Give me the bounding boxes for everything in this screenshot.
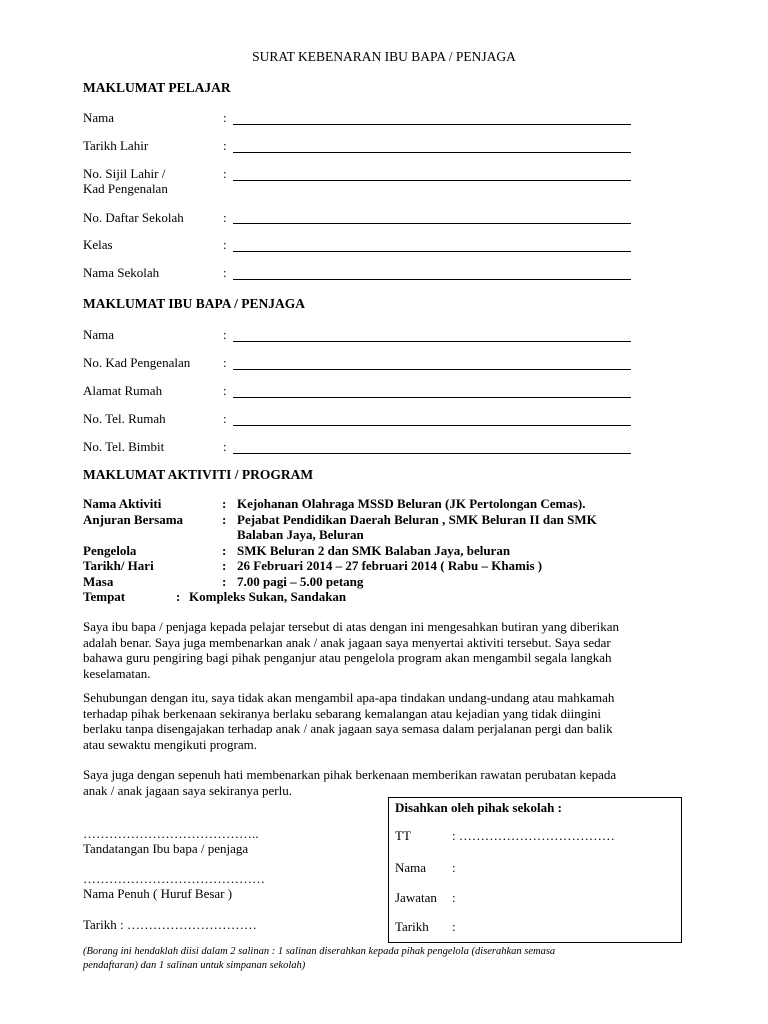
student-school-label: Nama Sekolah (83, 265, 160, 280)
parent-mobile-label: No. Tel. Bimbit (83, 439, 165, 454)
student-school-line[interactable] (233, 279, 631, 280)
colon: : (223, 237, 227, 252)
student-name-label: Nama (83, 110, 115, 125)
student-regno-label: No. Daftar Sekolah (83, 210, 184, 225)
parent-mobile-line[interactable] (233, 453, 631, 454)
colon: : (222, 512, 227, 527)
student-cert-label: No. Sijil Lahir / (83, 166, 166, 181)
student-dob-label: Tarikh Lahir (83, 138, 149, 153)
school-date-label: Tarikh (395, 919, 429, 934)
activity-name-label: Nama Aktiviti (83, 496, 162, 511)
parent-section-heading: MAKLUMAT IBU BAPA / PENJAGA (83, 296, 306, 311)
activity-venue-label: Tempat (83, 589, 126, 604)
colon: : (223, 110, 227, 125)
colon: : (223, 138, 227, 153)
colon: : (222, 496, 227, 511)
activity-date-value: 26 Februari 2014 – 27 februari 2014 ( Rabu – Khamis ) (237, 558, 543, 573)
liability-paragraph: Sehubungan dengan itu, saya tidak akan mengambil apa-apa tindakan undang-undang atau mahkamah terhadap pihak berkenaan sekiranya berlaku sebarang kemalangan atau kejadian yang tidak diingini berlaku tanpa disengajakan terhadap anak / anak jagaan saya semasa dalam perjalanan pergi dan balik atau sewaktu mengikuti program. (83, 690, 615, 752)
footnote-line-2: pendaftaran) dan 1 salinan untuk simpanan sekolah) (83, 960, 306, 971)
colon: : (223, 327, 227, 342)
student-class-line[interactable] (233, 251, 631, 252)
activity-time-label: Masa (83, 574, 114, 589)
parent-name-label: Nama (83, 327, 115, 342)
medical-consent-paragraph: Saya juga dengan sepenuh hati membenarkan pihak berkenaan memberikan rawatan perubatan kepada anak / anak jagaan saya sekiranya perlu. (83, 767, 617, 798)
student-cert-line[interactable] (233, 180, 631, 181)
student-class-label: Kelas (83, 237, 113, 252)
school-position-label: Jawatan (395, 890, 437, 905)
activity-manager-value: SMK Beluran 2 dan SMK Balaban Jaya, beluran (237, 543, 511, 558)
colon: : (223, 439, 227, 454)
school-name-label: Nama (395, 860, 427, 875)
parent-address-line[interactable] (233, 397, 631, 398)
student-cert-label-2: Kad Pengenalan (83, 181, 168, 196)
colon: : (222, 558, 227, 573)
school-verification-box (388, 797, 682, 943)
student-dob-line[interactable] (233, 152, 631, 153)
consent-paragraph-1: Saya ibu bapa / penjaga kepada pelajar tersebut di atas dengan ini mengesahkan butiran yang diberikan adalah benar. Saya juga membenarkan anak / anak jagaan saya menyertai aktiviti tersebut. Saya sedar bahawa guru pengiring bagi pihak penganjur atau pengelola program akan mengambil segala langkah keselamatan. (83, 619, 620, 681)
parent-ic-line[interactable] (233, 369, 631, 370)
school-sign-field[interactable]: : ……………………………… (452, 828, 615, 843)
school-sign-label: TT (395, 828, 411, 843)
colon: : (222, 574, 227, 589)
colon: : (222, 543, 227, 558)
colon: : (223, 210, 227, 225)
activity-date-label: Tarikh/ Hari (83, 558, 154, 573)
fullname-label: Nama Penuh ( Huruf Besar ) (83, 886, 233, 901)
activity-organiser-value-2: Balaban Jaya, Beluran (237, 527, 364, 542)
school-name-field[interactable]: : (452, 860, 456, 875)
activity-venue-value: Kompleks Sukan, Sandakan (189, 589, 347, 604)
student-name-line[interactable] (233, 124, 631, 125)
activity-manager-label: Pengelola (83, 543, 137, 558)
parent-ic-label: No. Kad Pengenalan (83, 355, 191, 370)
student-section-heading: MAKLUMAT PELAJAR (83, 80, 231, 95)
colon: : (176, 589, 181, 604)
signature-dots[interactable]: ………………………………….. (83, 826, 259, 841)
activity-time-value: 7.00 pagi – 5.00 petang (237, 574, 364, 589)
parent-date-field[interactable]: Tarikh : ………………………… (83, 917, 257, 932)
parent-address-label: Alamat Rumah (83, 383, 163, 398)
colon: : (223, 166, 227, 181)
activity-name-value: Kejohanan Olahraga MSSD Beluran (JK Pertolongan Cemas). (237, 496, 586, 511)
fullname-dots[interactable]: …………………………………… (83, 871, 265, 886)
form-title: SURAT KEBENARAN IBU BAPA / PENJAGA (252, 49, 516, 64)
parent-homephone-label: No. Tel. Rumah (83, 411, 166, 426)
colon: : (223, 383, 227, 398)
school-position-field[interactable]: : (452, 890, 456, 905)
footnote-line-1: (Borang ini hendaklah diisi dalam 2 salinan : 1 salinan diserahkan kepada pihak pengelola (diserahkan semasa (83, 946, 556, 957)
parent-name-line[interactable] (233, 341, 631, 342)
activity-organiser-label: Anjuran Bersama (83, 512, 184, 527)
parent-homephone-line[interactable] (233, 425, 631, 426)
school-box-heading: Disahkan oleh pihak sekolah : (395, 800, 562, 815)
colon: : (223, 265, 227, 280)
activity-organiser-value: Pejabat Pendidikan Daerah Beluran , SMK Beluran II dan SMK (237, 512, 597, 527)
student-regno-line[interactable] (233, 223, 631, 224)
colon: : (223, 411, 227, 426)
colon: : (223, 355, 227, 370)
activity-section-heading: MAKLUMAT AKTIVITI / PROGRAM (83, 467, 314, 482)
school-date-field[interactable]: : (452, 919, 456, 934)
signature-label: Tandatangan Ibu bapa / penjaga (83, 841, 249, 856)
